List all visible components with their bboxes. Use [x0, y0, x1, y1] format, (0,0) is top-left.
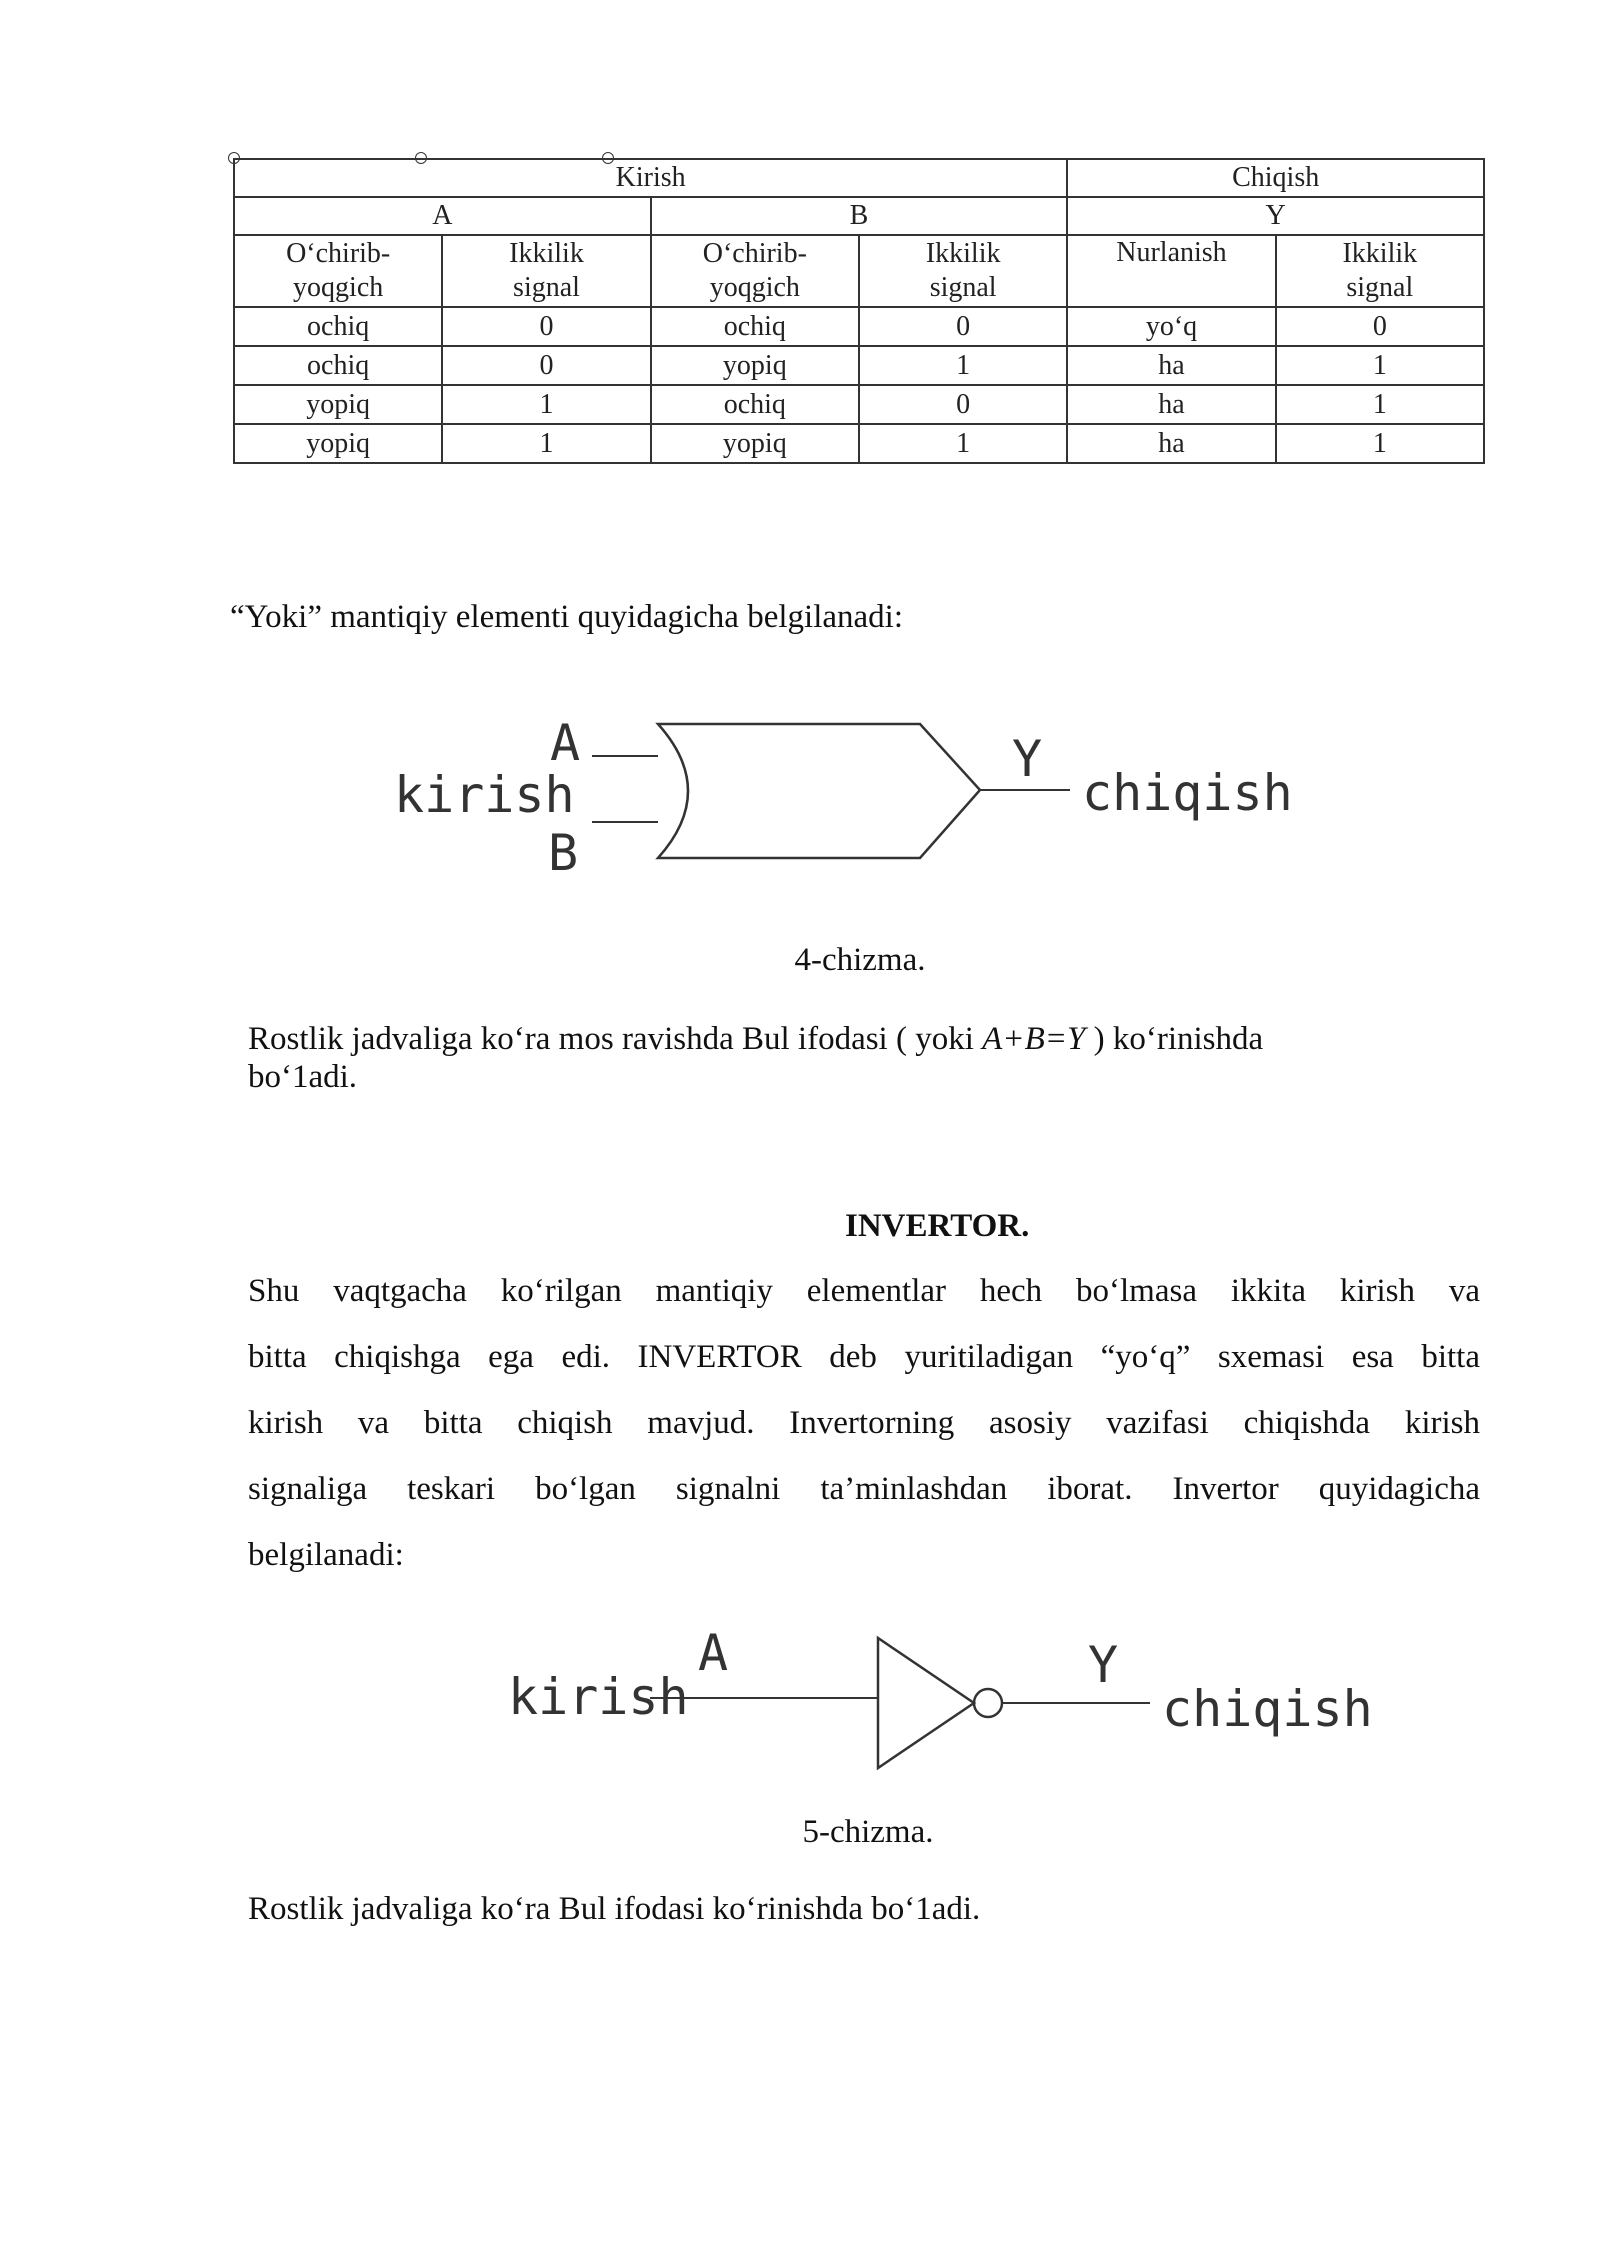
input-a-header: A	[234, 197, 651, 235]
table-cell: 1	[442, 424, 650, 463]
or-input-a-label: A	[550, 714, 581, 772]
truth-table	[233, 158, 1485, 464]
paragraph-line: Shu vaqtgacha ko‘rilgan mantiqiy elementlar hech bo‘lmasa ikkita kirish va	[248, 1273, 1480, 1309]
inverter-output-y-label: Y	[1088, 1636, 1119, 1694]
inverter-bubble	[974, 1689, 1002, 1717]
table-cell: 1	[859, 346, 1067, 385]
table-cell: yopiq	[651, 346, 859, 385]
table-cell: 0	[1276, 307, 1484, 346]
inverter-input-label: kirish	[508, 1668, 689, 1726]
paragraph-line: kirish va bitta chiqish mavjud. Invertorning asosiy vazifasi chiqishda kirish	[248, 1405, 1480, 1441]
table-cell: 0	[859, 385, 1067, 424]
table-cell: ochiq	[651, 385, 859, 424]
inverter-triangle	[878, 1638, 974, 1768]
bool-or-formula: A+B=Y	[982, 1021, 1086, 1057]
table-cell: yo‘q	[1067, 307, 1275, 346]
or-input-b-label: B	[548, 824, 579, 882]
output-y-header: Y	[1067, 197, 1484, 235]
table-cell: ha	[1067, 385, 1275, 424]
table-cell: ha	[1067, 346, 1275, 385]
table-cell: ochiq	[234, 307, 442, 346]
or-gate-diagram	[380, 710, 1293, 882]
column-header: O‘chirib- yoqgich	[651, 235, 859, 307]
table-cell: 0	[859, 307, 1067, 346]
table-cell: yopiq	[234, 385, 442, 424]
output-group-header: Chiqish	[1067, 159, 1484, 197]
table-cell: 1	[1276, 346, 1484, 385]
table-cell: 0	[442, 346, 650, 385]
inverter-input-a-label: A	[698, 1624, 729, 1682]
table-row	[234, 346, 1484, 385]
paragraph-line: bitta chiqishga ega edi. INVERTOR deb yuritiladigan “yo‘q” sxemasi esa bitta	[248, 1339, 1480, 1375]
table-cell: 1	[442, 385, 650, 424]
bool-or-suffix: ) ko‘rinishda	[1085, 1021, 1264, 1057]
table-cell: 1	[1276, 424, 1484, 463]
or-output-label: chiqish	[1082, 764, 1293, 822]
figure-caption-5: 5-chizma.	[802, 1814, 934, 1850]
table-row	[234, 424, 1484, 463]
table-row	[234, 197, 1484, 235]
column-header: Ikkilik signal	[859, 235, 1067, 307]
or-gate-body	[658, 724, 980, 858]
bool-or-line2: bo‘1adi.	[248, 1059, 358, 1095]
or-input-label: kirish	[394, 766, 575, 824]
figure-caption-4: 4-chizma.	[794, 942, 926, 978]
table-cell: 1	[1276, 385, 1484, 424]
table-cell: ochiq	[651, 307, 859, 346]
bool-or-prefix: Rostlik jadvaliga ko‘ra mos ravishda Bul ifodasi ( yoki	[248, 1021, 983, 1057]
inverter-diagram	[490, 1610, 1373, 1790]
table-cell: yopiq	[651, 424, 859, 463]
or-output-y-label: Y	[1012, 730, 1043, 788]
column-header: Nurlanish	[1067, 235, 1275, 307]
inverter-output-label: chiqish	[1162, 1680, 1373, 1738]
input-group-header: Kirish	[234, 159, 1067, 197]
table-cell: yopiq	[234, 424, 442, 463]
table-cell: 1	[859, 424, 1067, 463]
inverter-heading: INVERTOR.	[845, 1208, 1030, 1244]
column-header: Ikkilik signal	[442, 235, 650, 307]
table-row	[234, 385, 1484, 424]
table-cell: ochiq	[234, 346, 442, 385]
table-row	[234, 159, 1484, 197]
table-cell: 0	[442, 307, 650, 346]
bool-not-text: Rostlik jadvaliga ko‘ra Bul ifodasi ko‘rinishda bo‘1adi.	[248, 1891, 981, 1927]
inverter-paragraph	[248, 1258, 1480, 1588]
table-row	[234, 307, 1484, 346]
paragraph-line: belgilanadi:	[248, 1537, 404, 1573]
paragraph-line: signaliga teskari bo‘lgan signalni ta’minlashdan iborat. Invertor quyidagicha	[248, 1471, 1480, 1507]
table-row	[234, 235, 1484, 307]
or-intro-text: “Yoki” mantiqiy elementi quyidagicha belgilanadi:	[230, 599, 903, 635]
table-cell: ha	[1067, 424, 1275, 463]
column-header: Ikkilik signal	[1276, 235, 1484, 307]
bool-or-text	[248, 1020, 1488, 1096]
input-b-header: B	[651, 197, 1068, 235]
column-header: O‘chirib- yoqgich	[234, 235, 442, 307]
